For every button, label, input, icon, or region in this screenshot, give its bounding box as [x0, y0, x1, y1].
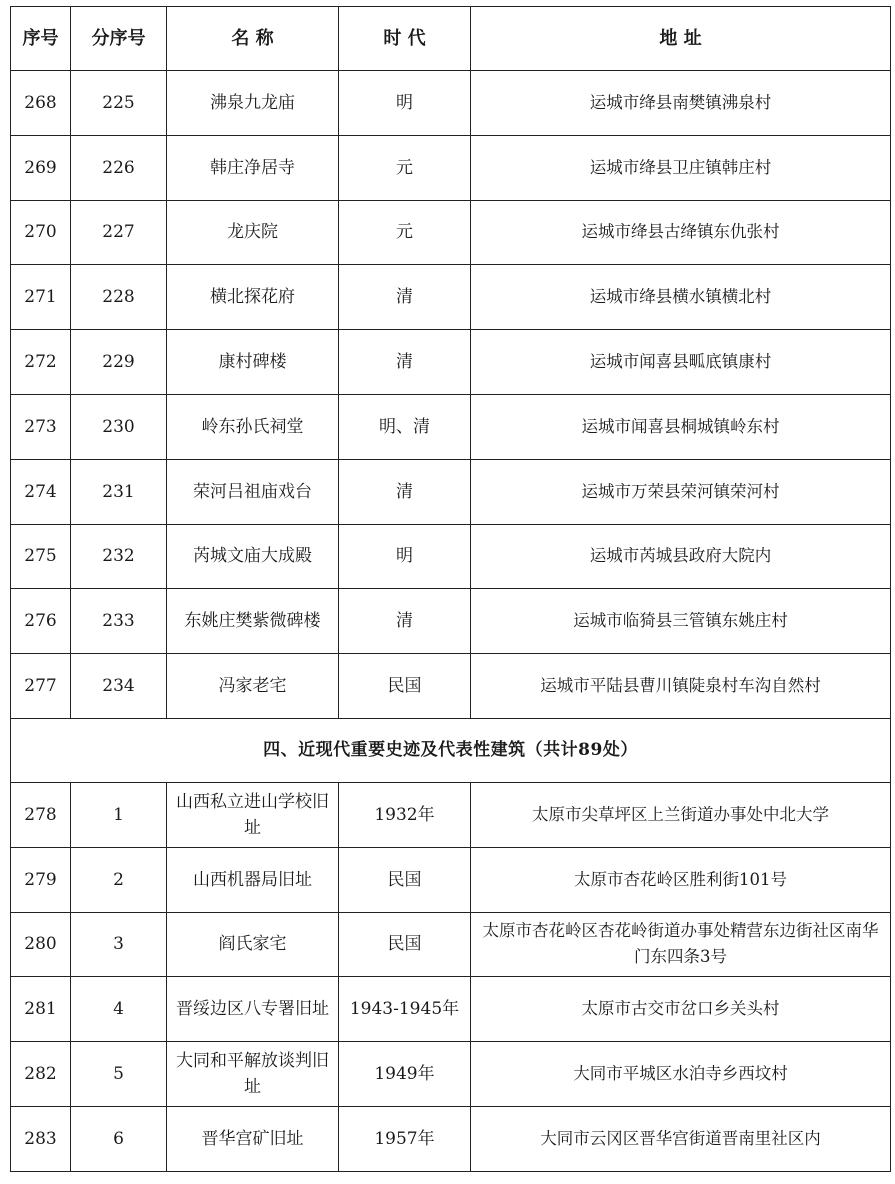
table-row [11, 524, 891, 589]
cell-subseq: 227 [71, 200, 167, 265]
cell-subseq: 229 [71, 330, 167, 395]
table-row [11, 200, 891, 265]
header-address: 地 址 [471, 7, 891, 71]
table-row [11, 135, 891, 200]
cell-era: 明、清 [339, 394, 471, 459]
table-row [11, 71, 891, 136]
cell-subseq: 4 [71, 977, 167, 1042]
cell-name: 横北探花府 [167, 265, 339, 330]
table-row [11, 330, 891, 395]
table-row [11, 782, 891, 847]
table-row [11, 265, 891, 330]
section-title: 四、近现代重要史迹及代表性建筑（共计89处） [11, 718, 891, 782]
header-era: 时 代 [339, 7, 471, 71]
cell-address: 运城市万荣县荣河镇荣河村 [471, 459, 891, 524]
cell-address: 运城市绛县卫庄镇韩庄村 [471, 135, 891, 200]
table-row [11, 1042, 891, 1107]
cell-name: 晋绥边区八专署旧址 [167, 977, 339, 1042]
cell-era: 明 [339, 71, 471, 136]
cell-seq: 278 [11, 782, 71, 847]
cell-subseq: 1 [71, 782, 167, 847]
table-row [11, 912, 891, 977]
cell-subseq: 231 [71, 459, 167, 524]
cell-address: 运城市临猗县三管镇东姚庄村 [471, 589, 891, 654]
cell-address: 大同市云冈区晋华宫街道晋南里社区内 [471, 1106, 891, 1171]
cell-era: 清 [339, 265, 471, 330]
cell-name: 大同和平解放谈判旧址 [167, 1042, 339, 1107]
cell-era: 1957年 [339, 1106, 471, 1171]
cell-seq: 270 [11, 200, 71, 265]
cell-name: 晋华宫矿旧址 [167, 1106, 339, 1171]
cell-address: 太原市古交市岔口乡关头村 [471, 977, 891, 1042]
cell-name: 东姚庄樊紫微碑楼 [167, 589, 339, 654]
cell-address: 太原市尖草坪区上兰街道办事处中北大学 [471, 782, 891, 847]
table-section [11, 718, 891, 782]
table-body-a [11, 71, 891, 719]
cell-address: 运城市绛县横水镇横北村 [471, 265, 891, 330]
cell-seq: 268 [11, 71, 71, 136]
cell-name: 阎氏家宅 [167, 912, 339, 977]
cell-era: 元 [339, 200, 471, 265]
cell-seq: 275 [11, 524, 71, 589]
table-row [11, 847, 891, 912]
cell-subseq: 230 [71, 394, 167, 459]
cell-era: 清 [339, 589, 471, 654]
cell-subseq: 5 [71, 1042, 167, 1107]
cell-seq: 279 [11, 847, 71, 912]
cell-era: 1932年 [339, 782, 471, 847]
cell-era: 民国 [339, 654, 471, 719]
cell-address: 运城市平陆县曹川镇陡泉村车沟自然村 [471, 654, 891, 719]
cell-era: 民国 [339, 912, 471, 977]
section-row [11, 718, 891, 782]
cell-address: 运城市闻喜县桐城镇岭东村 [471, 394, 891, 459]
cell-name: 山西私立进山学校旧址 [167, 782, 339, 847]
cell-era: 清 [339, 459, 471, 524]
heritage-list-sheet [10, 6, 890, 1172]
cell-address: 运城市绛县古绛镇东仇张村 [471, 200, 891, 265]
cell-name: 冯家老宅 [167, 654, 339, 719]
cell-name: 龙庆院 [167, 200, 339, 265]
table-row [11, 977, 891, 1042]
cell-name: 山西机器局旧址 [167, 847, 339, 912]
table-row [11, 394, 891, 459]
cell-address: 运城市闻喜县畖底镇康村 [471, 330, 891, 395]
cell-subseq: 228 [71, 265, 167, 330]
cell-seq: 281 [11, 977, 71, 1042]
cell-subseq: 233 [71, 589, 167, 654]
cell-seq: 280 [11, 912, 71, 977]
heritage-table [10, 6, 891, 1172]
cell-seq: 273 [11, 394, 71, 459]
cell-era: 1943-1945年 [339, 977, 471, 1042]
cell-name: 芮城文庙大成殿 [167, 524, 339, 589]
cell-era: 明 [339, 524, 471, 589]
cell-seq: 271 [11, 265, 71, 330]
table-row [11, 1106, 891, 1171]
cell-era: 清 [339, 330, 471, 395]
cell-address: 太原市杏花岭区杏花岭街道办事处精营东边街社区南华门东四条3号 [471, 912, 891, 977]
cell-seq: 274 [11, 459, 71, 524]
cell-address: 太原市杏花岭区胜利街101号 [471, 847, 891, 912]
cell-seq: 277 [11, 654, 71, 719]
cell-subseq: 234 [71, 654, 167, 719]
cell-subseq: 232 [71, 524, 167, 589]
cell-name: 荣河吕祖庙戏台 [167, 459, 339, 524]
cell-era: 1949年 [339, 1042, 471, 1107]
cell-seq: 269 [11, 135, 71, 200]
cell-seq: 282 [11, 1042, 71, 1107]
table-row [11, 589, 891, 654]
cell-era: 元 [339, 135, 471, 200]
cell-address: 运城市绛县南樊镇沸泉村 [471, 71, 891, 136]
cell-era: 民国 [339, 847, 471, 912]
table-body-b [11, 782, 891, 1171]
header-row [11, 7, 891, 71]
cell-subseq: 225 [71, 71, 167, 136]
cell-name: 沸泉九龙庙 [167, 71, 339, 136]
cell-subseq: 2 [71, 847, 167, 912]
cell-seq: 276 [11, 589, 71, 654]
cell-subseq: 6 [71, 1106, 167, 1171]
cell-seq: 283 [11, 1106, 71, 1171]
table-row [11, 459, 891, 524]
cell-address: 运城市芮城县政府大院内 [471, 524, 891, 589]
table-row [11, 654, 891, 719]
cell-subseq: 226 [71, 135, 167, 200]
cell-name: 康村碑楼 [167, 330, 339, 395]
header-seq: 序号 [11, 7, 71, 71]
header-name: 名 称 [167, 7, 339, 71]
cell-seq: 272 [11, 330, 71, 395]
cell-address: 大同市平城区水泊寺乡西坟村 [471, 1042, 891, 1107]
cell-name: 韩庄净居寺 [167, 135, 339, 200]
header-subseq: 分序号 [71, 7, 167, 71]
cell-name: 岭东孙氏祠堂 [167, 394, 339, 459]
cell-subseq: 3 [71, 912, 167, 977]
